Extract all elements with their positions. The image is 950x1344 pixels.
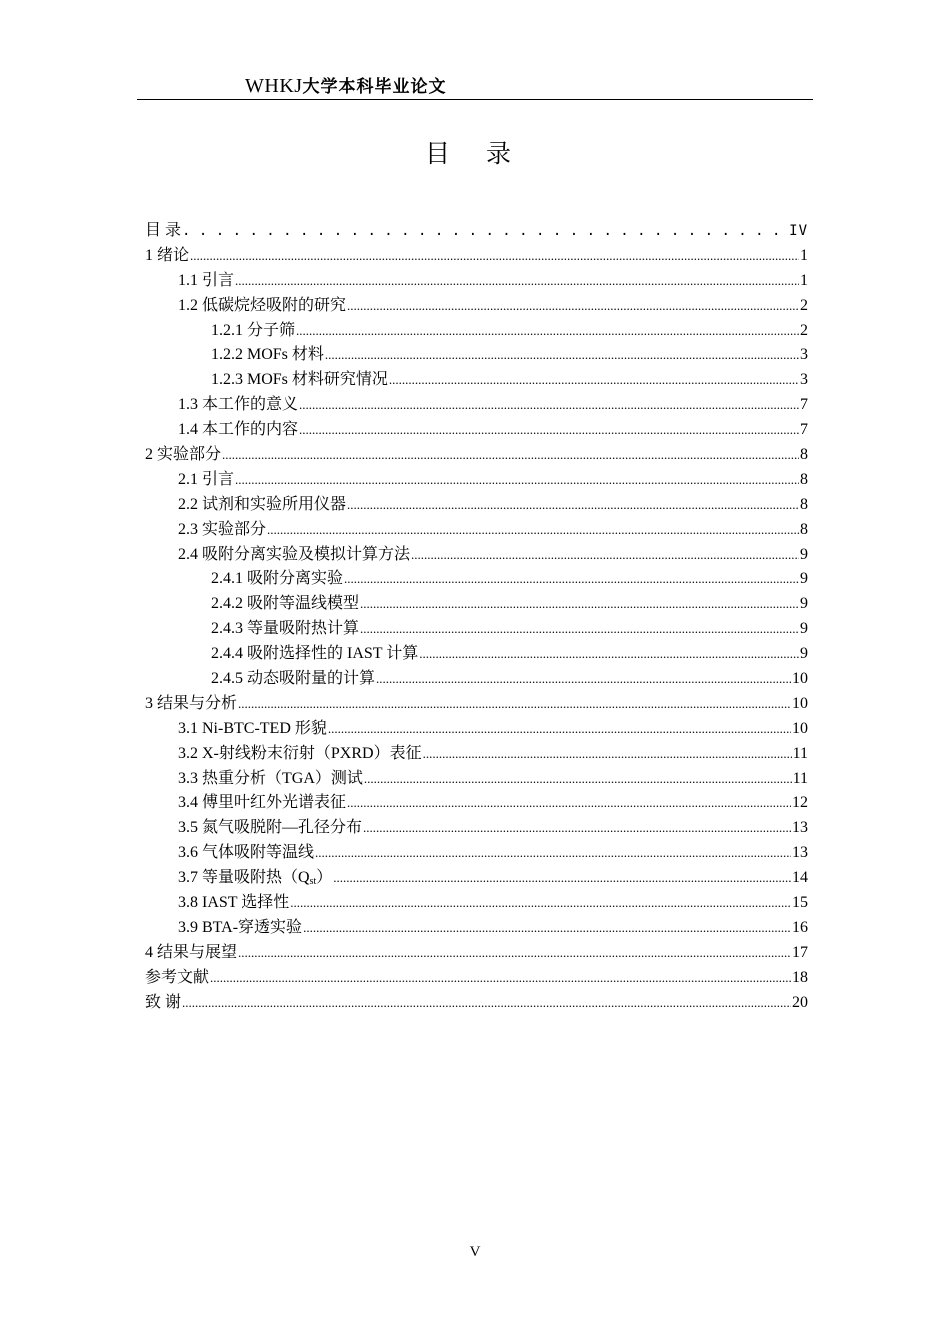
toc-entry[interactable] [145,343,808,368]
toc-entry[interactable] [145,941,808,966]
toc-label: 1.2.2 MOFs 材料 [211,346,324,364]
toc-page: 15 [792,894,808,912]
toc-page: 8 [800,495,808,513]
toc-leader [210,966,791,991]
toc-entry[interactable] [145,991,808,1016]
toc-entry[interactable] [145,767,808,792]
toc-label: 2.3 实验部分 [178,520,267,538]
toc-label: 1.1 引言 [178,271,235,289]
toc-page: 9 [800,620,808,638]
toc-page: IV [789,223,808,239]
toc-page: 10 [792,670,808,688]
toc-entry[interactable] [145,916,808,941]
toc-entry[interactable] [145,692,808,717]
toc-label: 3.2 X-射线粉末衍射（PXRD）表征 [178,744,422,762]
toc-entry[interactable] [145,518,808,543]
toc-page: 14 [792,869,808,887]
toc-page: 10 [792,694,808,712]
toc-page: 1 [800,271,808,289]
toc-page: 2 [800,321,808,339]
toc-label: 目 录 [145,222,182,239]
toc-entry[interactable] [145,368,808,393]
toc-leader [325,343,799,368]
toc-leader [347,294,799,319]
toc-page: 16 [792,918,808,936]
toc-entry[interactable] [145,717,808,742]
toc-entry[interactable] [145,244,808,269]
header-prefix: WHKJ [245,75,303,97]
toc-leader [267,518,799,543]
page-title: 目 录 [425,139,525,168]
toc-entry[interactable] [145,543,808,568]
toc-leader [411,543,799,568]
toc-leader [364,767,792,792]
toc-entry[interactable] [145,841,808,866]
toc-leader [303,916,791,941]
toc-label-subscript: st [309,876,317,888]
toc-page: 13 [792,819,808,837]
toc-leader [182,219,788,244]
toc-page: 11 [792,744,808,762]
toc-leader [182,991,791,1016]
toc-page: 7 [800,421,808,439]
toc-page: 18 [792,968,808,986]
toc-label: 3.5 氮气吸脱附—孔径分布 [178,819,363,837]
toc-leader [299,393,799,418]
toc-label: 3.6 气体吸附等温线 [178,844,315,862]
toc-label: 3.8 IAST 选择性 [178,894,290,912]
toc-entry[interactable] [145,443,808,468]
toc-label: 3.4 傅里叶红外光谱表征 [178,794,347,812]
toc-label: 3.9 BTA-穿透实验 [178,918,303,936]
toc-entry[interactable] [145,866,808,891]
toc-leader [235,269,799,294]
toc-leader [238,941,791,966]
table-of-contents [145,219,808,1016]
toc-entry[interactable] [145,791,808,816]
toc-page: 2 [800,296,808,314]
toc-leader [290,891,791,916]
toc-label: 1 绪论 [145,246,190,264]
toc-leader [360,592,799,617]
toc-entry[interactable] [145,816,808,841]
toc-page: 17 [792,943,808,961]
toc-page: 8 [800,446,808,464]
toc-leader [423,742,792,767]
toc-entry[interactable] [145,269,808,294]
toc-label: 2.4.2 吸附等温线模型 [211,595,360,613]
toc-leader [344,567,799,592]
toc-leader [315,841,791,866]
toc-leader [235,468,799,493]
toc-label: 1.3 本工作的意义 [178,396,299,414]
toc-label: 1.2.1 分子筛 [211,321,296,339]
toc-label: 2.4.4 吸附选择性的 IAST 计算 [211,645,419,663]
toc-leader [222,443,799,468]
toc-label: 2.4.3 等量吸附热计算 [211,620,360,638]
toc-label-main: 3.7 等量吸附热（Q [178,869,310,887]
running-header [245,74,447,99]
toc-entry[interactable] [145,966,808,991]
toc-page: 8 [800,520,808,538]
toc-leader [299,418,799,443]
toc-page: 9 [800,595,808,613]
toc-leader [190,244,799,269]
toc-entry[interactable] [145,493,808,518]
toc-entry[interactable] [145,219,808,244]
toc-entry[interactable] [145,567,808,592]
toc-label: 3.3 热重分析（TGA）测试 [178,769,363,787]
toc-label: 2.2 试剂和实验所用仪器 [178,495,347,513]
toc-label: 致 谢 [145,993,182,1011]
toc-entry[interactable] [145,642,808,667]
toc-page: 9 [800,645,808,663]
toc-entry[interactable] [145,667,808,692]
toc-label: 1.2.3 MOFs 材料研究情况 [211,371,388,389]
toc-entry[interactable] [145,393,808,418]
toc-label: 参考文献 [145,968,210,986]
toc-leader [347,493,799,518]
page-number: V [469,1244,481,1260]
toc-label: 2.4.5 动态吸附量的计算 [211,670,376,688]
toc-label: 3.1 Ni-BTC-TED 形貌 [178,719,327,737]
toc-leader [363,816,791,841]
toc-entry[interactable] [145,468,808,493]
toc-page: 9 [800,545,808,563]
toc-leader [419,642,799,667]
toc-page: 7 [800,396,808,414]
toc-label: 2.1 引言 [178,470,235,488]
toc-leader [347,791,791,816]
toc-leader [333,866,791,891]
toc-entry[interactable] [145,319,808,344]
toc-page: 20 [792,993,808,1011]
header-title: 大学本科毕业论文 [302,77,447,97]
toc-page: 13 [792,844,808,862]
toc-page: 9 [800,570,808,588]
toc-page: 3 [800,346,808,364]
toc-page: 8 [800,470,808,488]
toc-entry[interactable] [145,294,808,319]
toc-page: 11 [792,769,808,787]
toc-page: 12 [792,794,808,812]
toc-label: 3 结果与分析 [145,694,238,712]
toc-label: 2.4.1 吸附分离实验 [211,570,344,588]
toc-label-tail: ） [316,869,333,887]
toc-entry[interactable] [145,891,808,916]
toc-label: 2 实验部分 [145,446,222,464]
toc-label: 1.4 本工作的内容 [178,421,299,439]
toc-page: 1 [800,246,808,264]
toc-leader [389,368,799,393]
toc-leader [376,667,791,692]
toc-label: 2.4 吸附分离实验及模拟计算方法 [178,545,411,563]
toc-label: 1.2 低碳烷烃吸附的研究 [178,296,347,314]
toc-entry[interactable] [145,742,808,767]
toc-entry[interactable] [145,418,808,443]
toc-label [178,866,332,891]
header-rule [137,99,813,100]
toc-leader [360,617,799,642]
toc-page: 3 [800,371,808,389]
toc-leader [296,319,799,344]
toc-page: 10 [792,719,808,737]
toc-leader [238,692,791,717]
toc-entry[interactable] [145,617,808,642]
toc-label: 4 结果与展望 [145,943,238,961]
toc-entry[interactable] [145,592,808,617]
toc-leader [328,717,791,742]
